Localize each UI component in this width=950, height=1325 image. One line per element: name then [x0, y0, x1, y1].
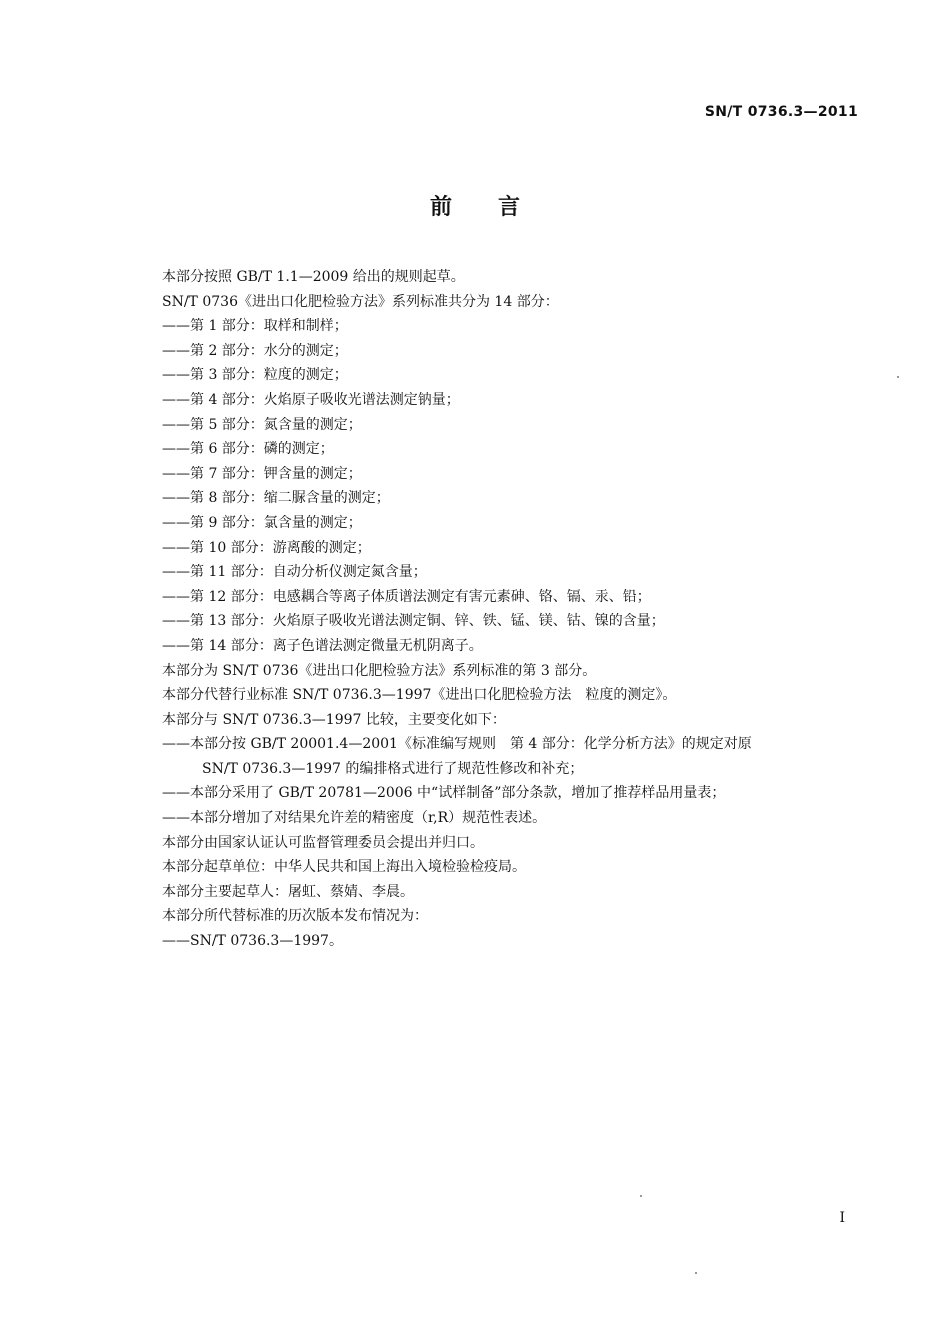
standard-number: SN/T 0736.3—2011	[704, 104, 858, 120]
text-line: 本部分由国家认证认可监督管理委员会提出并归口。	[162, 834, 484, 851]
list-item: ——第 5 部分：氮含量的测定；	[162, 416, 362, 433]
scan-speck	[897, 376, 899, 378]
list-item: ——SN/T 0736.3—1997。	[162, 933, 343, 950]
list-item: ——第 4 部分：火焰原子吸收光谱法测定钠量；	[162, 391, 460, 408]
list-item: ——第 9 部分：氯含量的测定；	[162, 514, 362, 531]
text-line: 本部分代替行业标准 SN/T 0736.3—1997《进出口化肥检验方法 粒度的测定》。	[162, 687, 677, 704]
scan-speck	[695, 1272, 697, 1274]
text-line: 本部分起草单位：中华人民共和国上海出入境检验检疫局。	[162, 859, 526, 876]
list-item: ——本部分采用了 GB/T 20781—2006 中“试样制备”部分条款，增加了推荐样品用量表；	[162, 785, 726, 802]
list-item: ——第 3 部分：粒度的测定；	[162, 367, 348, 384]
page-number: I	[839, 1210, 845, 1226]
text-line: SN/T 0736《进出口化肥检验方法》系列标准共分为 14 部分：	[162, 293, 559, 310]
list-item: ——第 12 部分：电感耦合等离子体质谱法测定有害元素砷、铬、镉、汞、铅；	[162, 588, 651, 605]
text-line: 本部分与 SN/T 0736.3—1997 比较，主要变化如下：	[162, 711, 506, 728]
scan-speck	[640, 1195, 642, 1197]
list-item: ——第 13 部分：火焰原子吸收光谱法测定铜、锌、铁、锰、镁、钴、镍的含量；	[162, 613, 665, 630]
list-item: ——第 2 部分：水分的测定；	[162, 342, 348, 359]
list-item: ——本部分增加了对结果允许差的精密度（r,R）规范性表述。	[162, 810, 547, 827]
list-item: ——第 6 部分：磷的测定；	[162, 441, 334, 458]
text-line: 本部分所代替标准的历次版本发布情况为：	[162, 908, 428, 925]
text-line: 本部分主要起草人：屠虹、蔡婧、李晨。	[162, 883, 414, 900]
list-item-continuation: SN/T 0736.3—1997 的编排格式进行了规范性修改和补充；	[202, 760, 584, 777]
list-item: ——第 8 部分：缩二脲含量的测定；	[162, 490, 390, 507]
list-item: ——第 11 部分：自动分析仪测定氮含量；	[162, 564, 427, 581]
text-line: 本部分为 SN/T 0736《进出口化肥检验方法》系列标准的第 3 部分。	[162, 662, 597, 679]
text-line: 本部分按照 GB/T 1.1—2009 给出的规则起草。	[162, 269, 465, 285]
list-item: ——第 10 部分：游离酸的测定；	[162, 539, 371, 556]
list-item: ——第 1 部分：取样和制样；	[162, 318, 348, 335]
foreword-body	[162, 265, 872, 954]
page-title: 前言	[429, 195, 566, 220]
list-item: ——第 7 部分：钾含量的测定；	[162, 465, 362, 482]
list-item: ——本部分按 GB/T 20001.4—2001《标准编写规则 第 4 部分：化学分析方法》的规定对原	[162, 736, 752, 753]
list-item: ——第 14 部分：离子色谱法测定微量无机阴离子。	[162, 637, 483, 654]
